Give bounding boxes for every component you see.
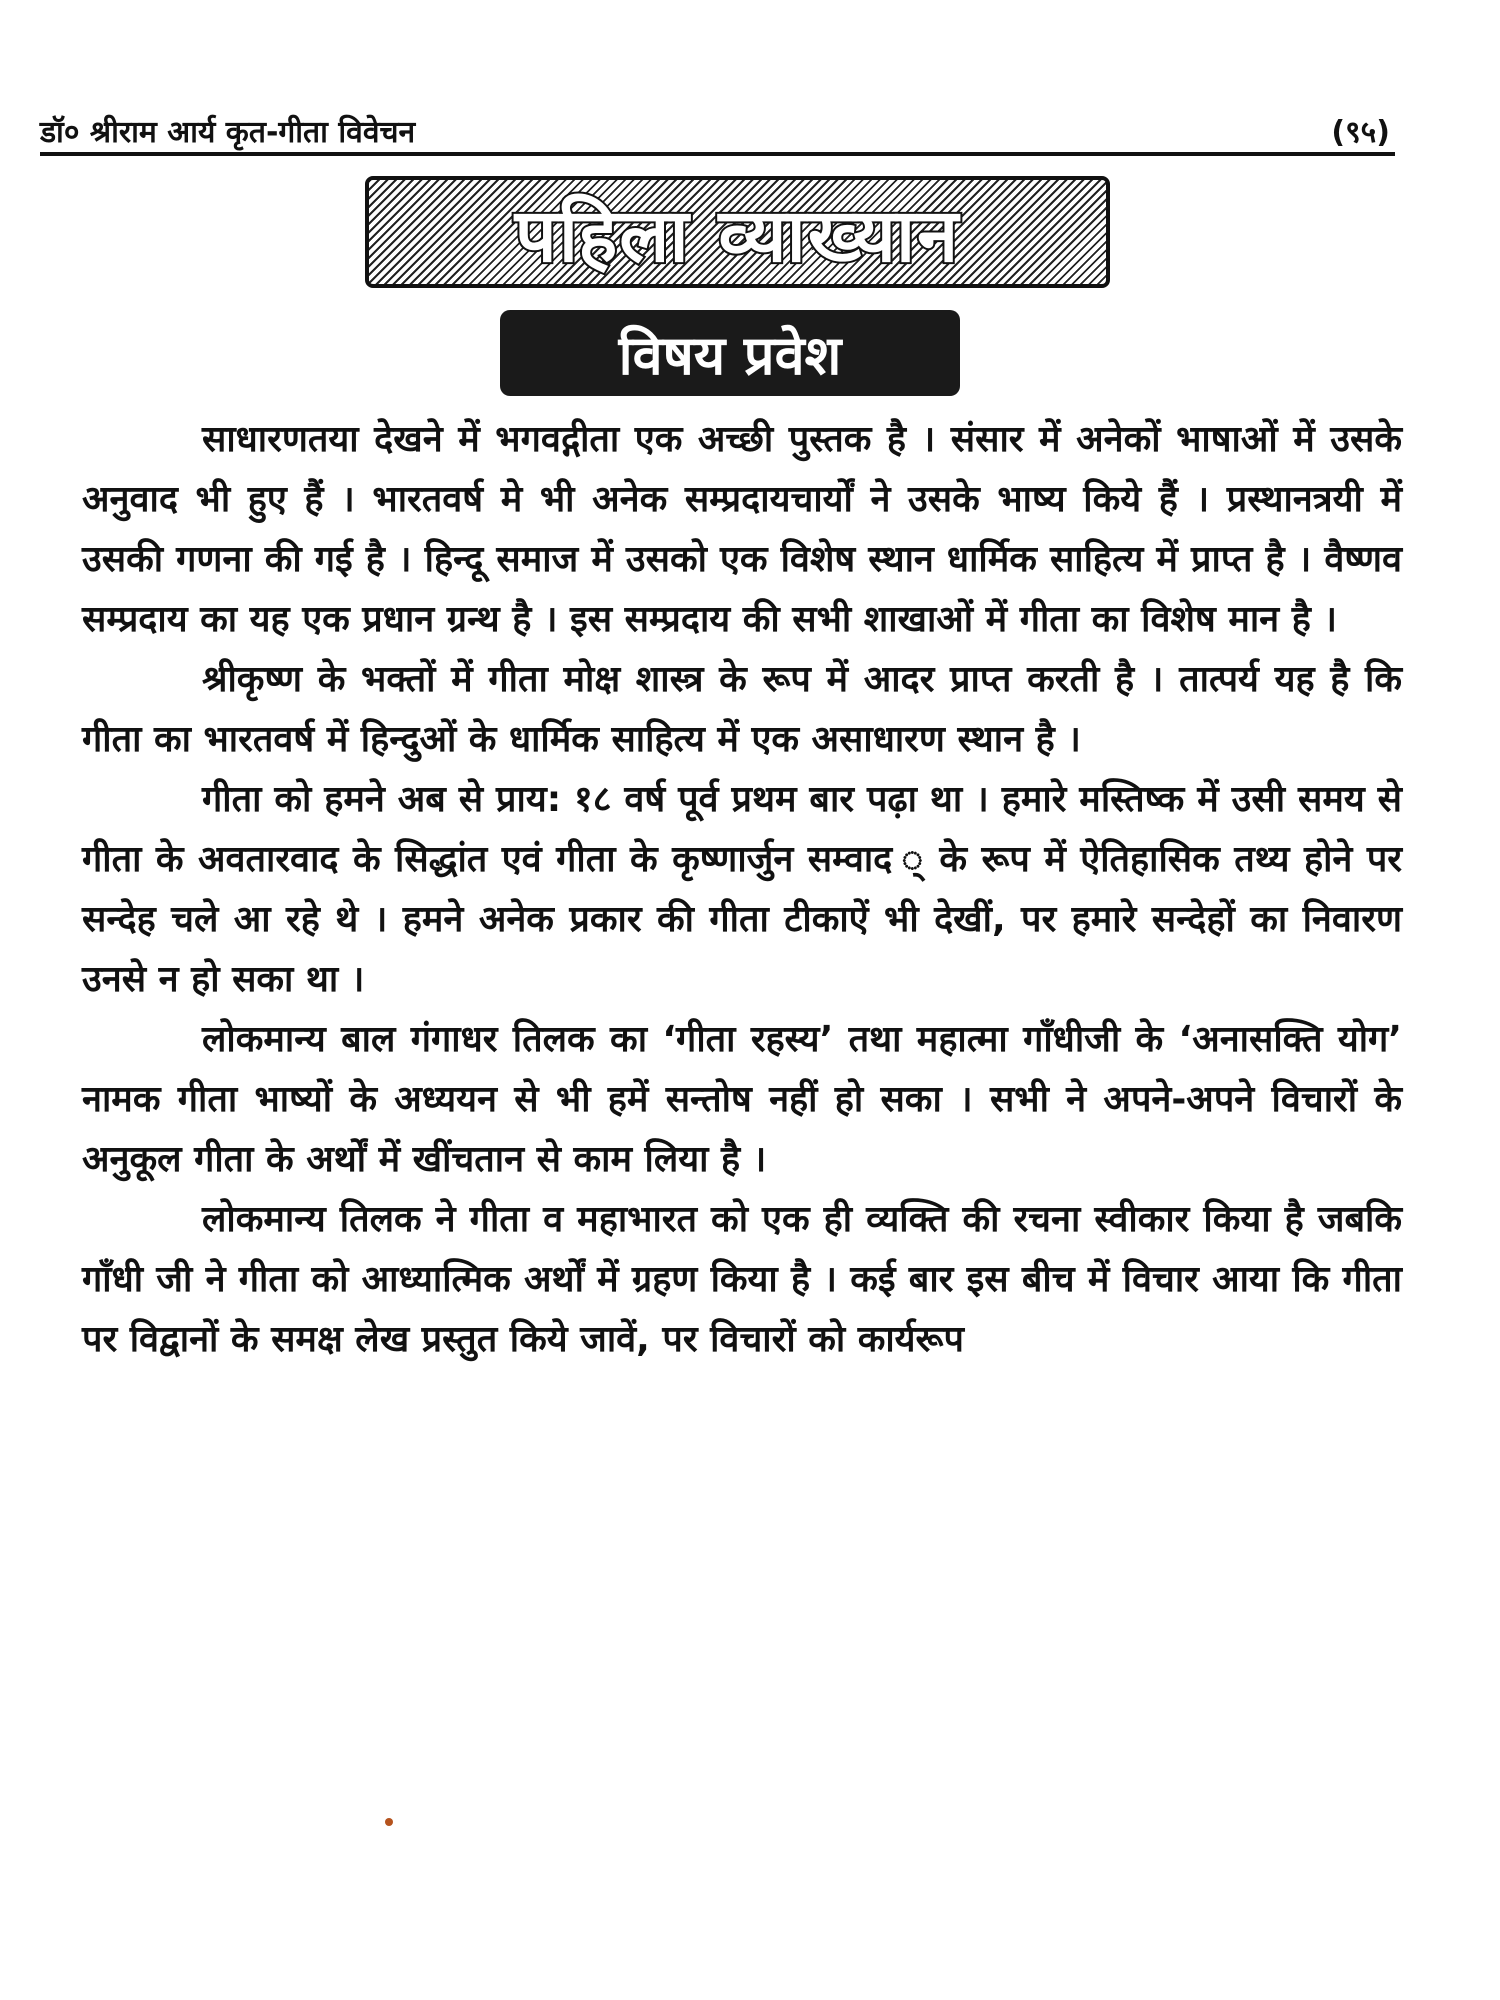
paragraph: साधारणतया देखने में भगवद्गीता एक अच्छी पुस्तक है । संसार में अनेकों भाषाओं में उसके अनुवाद भी हुए हैं । भारतवर्ष मे भी अनेक सम्प्रदायचार्यों ने उसके भाष्य किये हैं । प्रस्थानत्रयी में उसकी गणना की गई है । हिन्दू समाज में उसको एक विशेष स्थान धार्मिक साहित्य में प्राप्त है । वैष्णव सम्प्रदाय का यह एक प्रधान ग्रन्थ है । इस सम्प्रदाय की सभी शाखाओं में गीता का विशेष मान है । xyxy=(82,419,1402,640)
paragraph: लोकमान्य तिलक ने गीता व महाभारत को एक ही व्यक्ति की रचना स्वीकार किया है जबकि गाँधी जी ने गीता को आध्यात्मिक अर्थों में ग्रहण किया है । कई बार इस बीच में विचार आया कि गीता पर विद्वानों के समक्ष लेख प्रस्तुत किये जावें, पर विचारों को कार्यरूप xyxy=(82,1199,1402,1360)
section-title-box xyxy=(500,310,960,396)
page-number: (९५) xyxy=(1331,115,1390,150)
header-rule xyxy=(40,152,1395,156)
running-header xyxy=(40,110,1390,154)
ink-speck xyxy=(385,1818,393,1826)
paragraph: श्रीकृष्ण के भक्तों में गीता मोक्ष शास्त्र के रूप में आदर प्राप्त करती है । तात्पर्य यह है कि गीता का भारतवर्ष में हिन्दुओं के धार्मिक साहित्य में एक असाधारण स्थान है । xyxy=(82,659,1402,760)
paragraph: गीता को हमने अब से प्राय: १८ वर्ष पूर्व प्रथम बार पढ़ा था । हमारे मस्तिष्क में उसी समय से गीता के अवतारवाद के सिद्धांत एवं गीता के कृष्णार्जुन सम्वाद ् के रूप में ऐतिहासिक तथ्य होने पर सन्देह चले आ रहे थे । हमने अनेक प्रकार की गीता टीकाऐं भी देखीं, पर हमारे सन्देहों का निवारण उनसे न हो सका था । xyxy=(82,779,1402,1000)
book-title: डॉ० श्रीराम आर्य कृत-गीता विवेचन xyxy=(40,115,416,150)
chapter-title-box xyxy=(365,176,1110,288)
chapter-title: पहिला व्याख्यान xyxy=(514,192,961,279)
paragraph: लोकमान्य बाल गंगाधर तिलक का ‘गीता रहस्य’ तथा महात्मा गाँधीजी के ‘अनासक्ति योग’ नामक गीता भाष्यों के अध्ययन से भी हमें सन्तोष नहीं हो सका । सभी ने अपने-अपने विचारों के अनुकूल गीता के अर्थों में खींचतान से काम लिया है । xyxy=(82,1019,1402,1180)
section-title: विषय प्रवेश xyxy=(618,324,842,387)
body-text xyxy=(82,410,1402,1370)
